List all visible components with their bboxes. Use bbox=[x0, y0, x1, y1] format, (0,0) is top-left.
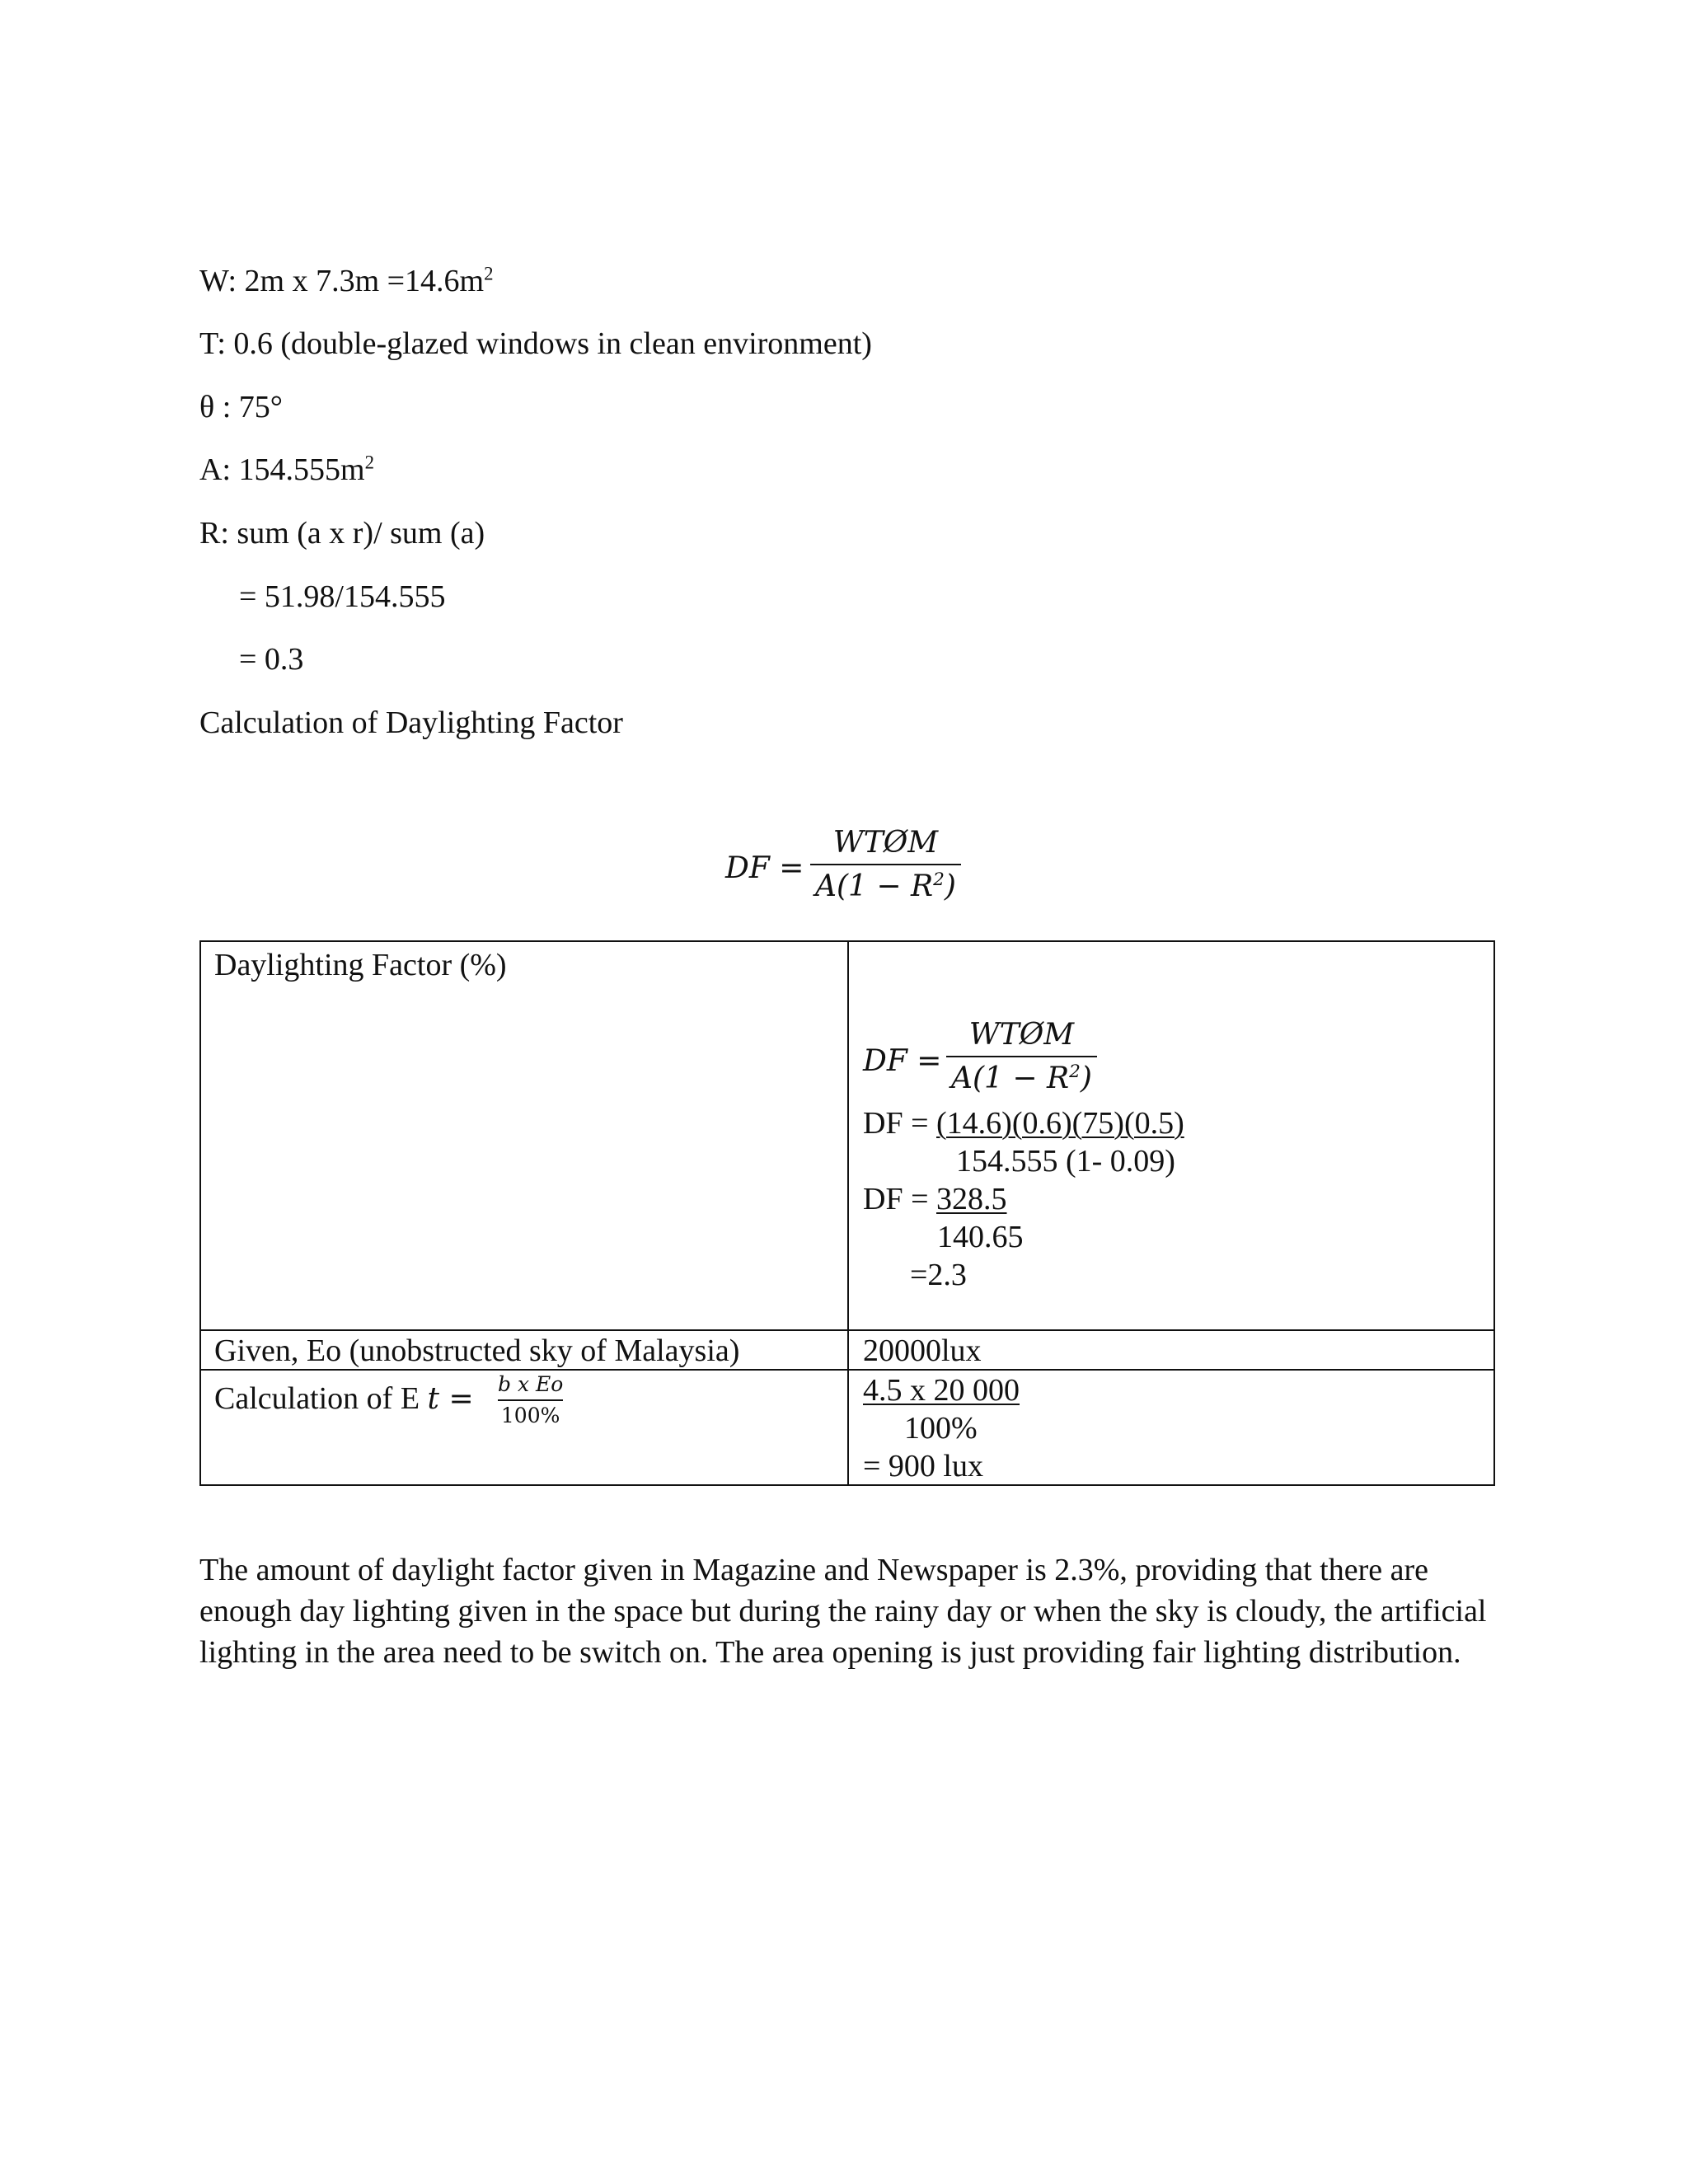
row1-formula-numerator: WTØM bbox=[968, 1018, 1075, 1052]
row3-label-variable: t = bbox=[427, 1382, 474, 1416]
row3-label: Calculation of E t = bbox=[214, 1381, 474, 1416]
formula-fraction bbox=[810, 825, 961, 904]
table-column-divider bbox=[847, 940, 849, 1486]
row3-fraction-numerator: b x Eo bbox=[498, 1372, 564, 1396]
row3-value-denominator: 100% bbox=[904, 1411, 978, 1446]
row1-step1-denominator: 154.555 (1- 0.09) bbox=[956, 1144, 1175, 1179]
formula-denominator: $A(1 - R^2)$ bbox=[815, 869, 956, 904]
window-area-text: W: 2m x 7.3m =14.6m bbox=[199, 264, 485, 298]
row1-step2: DF = 328.5 bbox=[863, 1182, 1007, 1216]
row3-fraction-denominator: 100% bbox=[500, 1404, 560, 1427]
room-area-text: A: 154.555m bbox=[199, 452, 365, 487]
row1-step1: DF = (14.6)(0.6)(75)(0.5) bbox=[863, 1106, 1184, 1141]
angle-line: θ : 75° bbox=[199, 390, 283, 424]
room-area-line bbox=[199, 454, 374, 485]
table-row-divider-2 bbox=[199, 1369, 1495, 1371]
row1-formula-denominator: $A(1 - R^2)$ bbox=[951, 1062, 1092, 1096]
formula-numerator: WTØM bbox=[832, 826, 939, 860]
row1-result: =2.3 bbox=[910, 1258, 967, 1292]
window-area-line bbox=[199, 265, 494, 297]
formula-lhs: DF = bbox=[725, 851, 804, 885]
reflectance-line: R: sum (a x r)/ sum (a) bbox=[199, 516, 485, 551]
row3-fraction-bar bbox=[498, 1399, 563, 1401]
formula-fraction-bar bbox=[810, 864, 961, 865]
row3-label-fraction bbox=[498, 1372, 563, 1428]
row1-step2-denominator: 140.65 bbox=[937, 1220, 1024, 1254]
transmittance-line: T: 0.6 (double-glazed windows in clean environment) bbox=[199, 326, 872, 361]
reflectance-step-1: = 51.98/154.555 bbox=[239, 579, 446, 614]
section-heading: Calculation of Daylighting Factor bbox=[199, 705, 623, 740]
conclusion-paragraph: The amount of daylight factor given in Magazine and Newspaper is 2.3%, providing that there are enough day lighting given in the space but during the rainy day or when the sky is cloudy, the artificial lighting in the area need to be switch on. The area opening is just providing fair lighting distribution. bbox=[199, 1553, 1487, 1670]
row1-step1-numerator: (14.6)(0.6)(75)(0.5) bbox=[936, 1106, 1184, 1141]
window-area-superscript: 2 bbox=[484, 263, 494, 284]
row1-label: Daylighting Factor (%) bbox=[214, 948, 507, 982]
row1-formula-lhs: DF = bbox=[863, 1044, 942, 1078]
row1-formula-fraction bbox=[946, 1017, 1097, 1096]
row2-value: 20000lux bbox=[863, 1333, 982, 1368]
row2-label: Given, Eo (unobstructed sky of Malaysia) bbox=[214, 1333, 740, 1368]
row3-value-numerator: 4.5 x 20 000 bbox=[863, 1373, 1020, 1408]
row1-step2-numerator: 328.5 bbox=[936, 1182, 1007, 1216]
row3-value-result: = 900 lux bbox=[863, 1449, 983, 1483]
row1-formula-bar bbox=[946, 1056, 1097, 1057]
reflectance-step-2: = 0.3 bbox=[239, 642, 304, 677]
room-area-superscript: 2 bbox=[364, 452, 374, 473]
table-row-divider-1 bbox=[199, 1329, 1495, 1331]
